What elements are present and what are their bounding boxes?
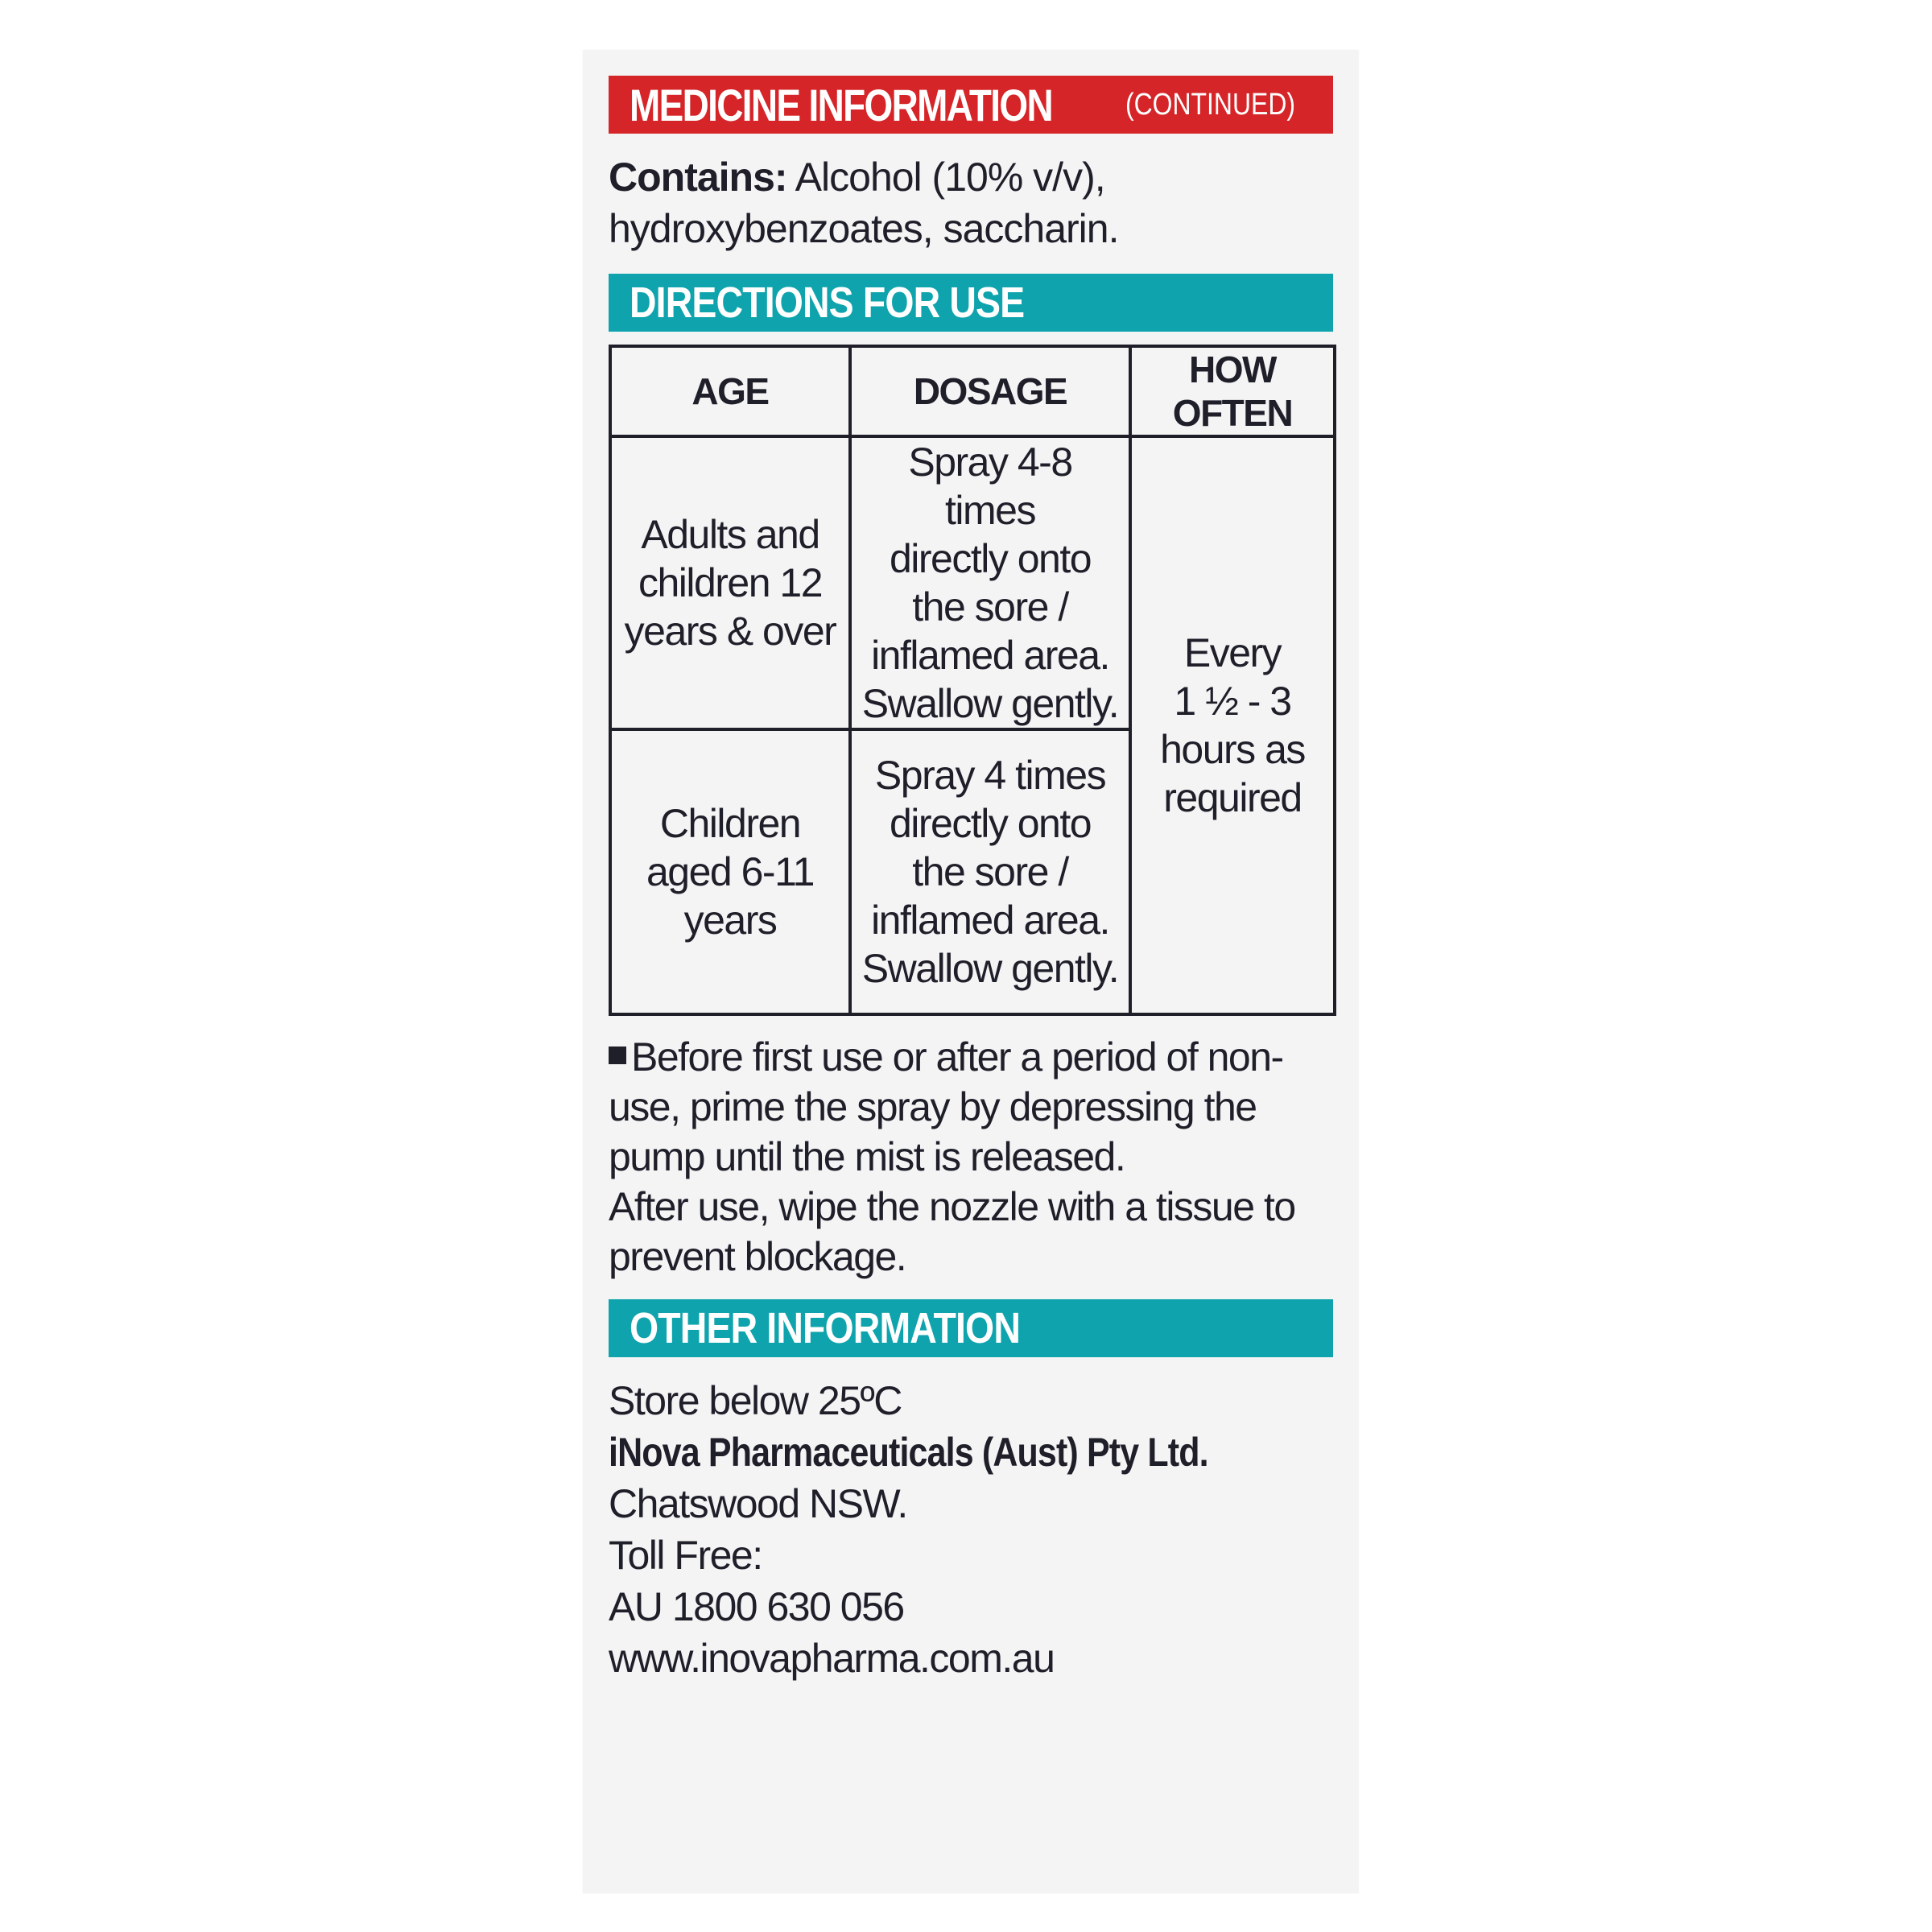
column-header-age: AGE <box>610 346 850 436</box>
dosage-table <box>609 345 1336 1016</box>
medicine-information-title: MEDICINE INFORMATION <box>630 79 1053 130</box>
other-information-header <box>609 1299 1333 1357</box>
contains-label: Contains: <box>609 155 787 200</box>
dosage-cell: Spray 4 times directly onto the sore / inflamed area. Swallow gently. <box>850 729 1130 1014</box>
priming-note-text: Before first use or after a period of non-use, prime the spray by depressing the pump until the mist is released. <box>609 1034 1283 1179</box>
dosage-table-header-row <box>610 346 1335 436</box>
other-information-title: OTHER INFORMATION <box>630 1304 1020 1352</box>
dosage-cell: Spray 4-8 times directly onto the sore / inflamed area. Swallow gently. <box>850 436 1130 729</box>
column-header-dosage: DOSAGE <box>850 346 1130 436</box>
square-bullet-icon <box>609 1046 626 1064</box>
contains-text: Alcohol (10% v/v), hydroxybenzoates, saccharin. <box>609 155 1119 251</box>
contains-section <box>609 151 1333 254</box>
continued-label: (CONTINUED) <box>1125 87 1296 122</box>
how-often-cell: Every 1 ½ - 3 hours as required <box>1130 436 1335 1014</box>
company-name: iNova Pharmaceuticals (Aust) Pty Ltd. <box>609 1430 1208 1475</box>
age-cell: Children aged 6-11 years <box>610 729 850 1014</box>
other-information-body <box>609 1375 1333 1684</box>
table-row <box>610 436 1335 729</box>
toll-free-label: Toll Free: <box>609 1533 762 1578</box>
age-cell: Adults and children 12 years & over <box>610 436 850 729</box>
company-location: Chatswood NSW. <box>609 1481 907 1526</box>
column-header-how-often: HOW OFTEN <box>1130 346 1335 436</box>
medicine-information-header <box>609 76 1333 134</box>
website-url: www.inovapharma.com.au <box>609 1636 1055 1681</box>
storage-text: Store below 25ºC <box>609 1378 902 1423</box>
nozzle-note-text: After use, wipe the nozzle with a tissue to prevent blockage. <box>609 1184 1295 1279</box>
medicine-info-content <box>609 76 1333 1684</box>
directions-title: DIRECTIONS FOR USE <box>630 279 1025 327</box>
directions-header <box>609 274 1333 332</box>
phone-number: AU 1800 630 056 <box>609 1584 904 1629</box>
priming-note <box>609 1032 1333 1282</box>
